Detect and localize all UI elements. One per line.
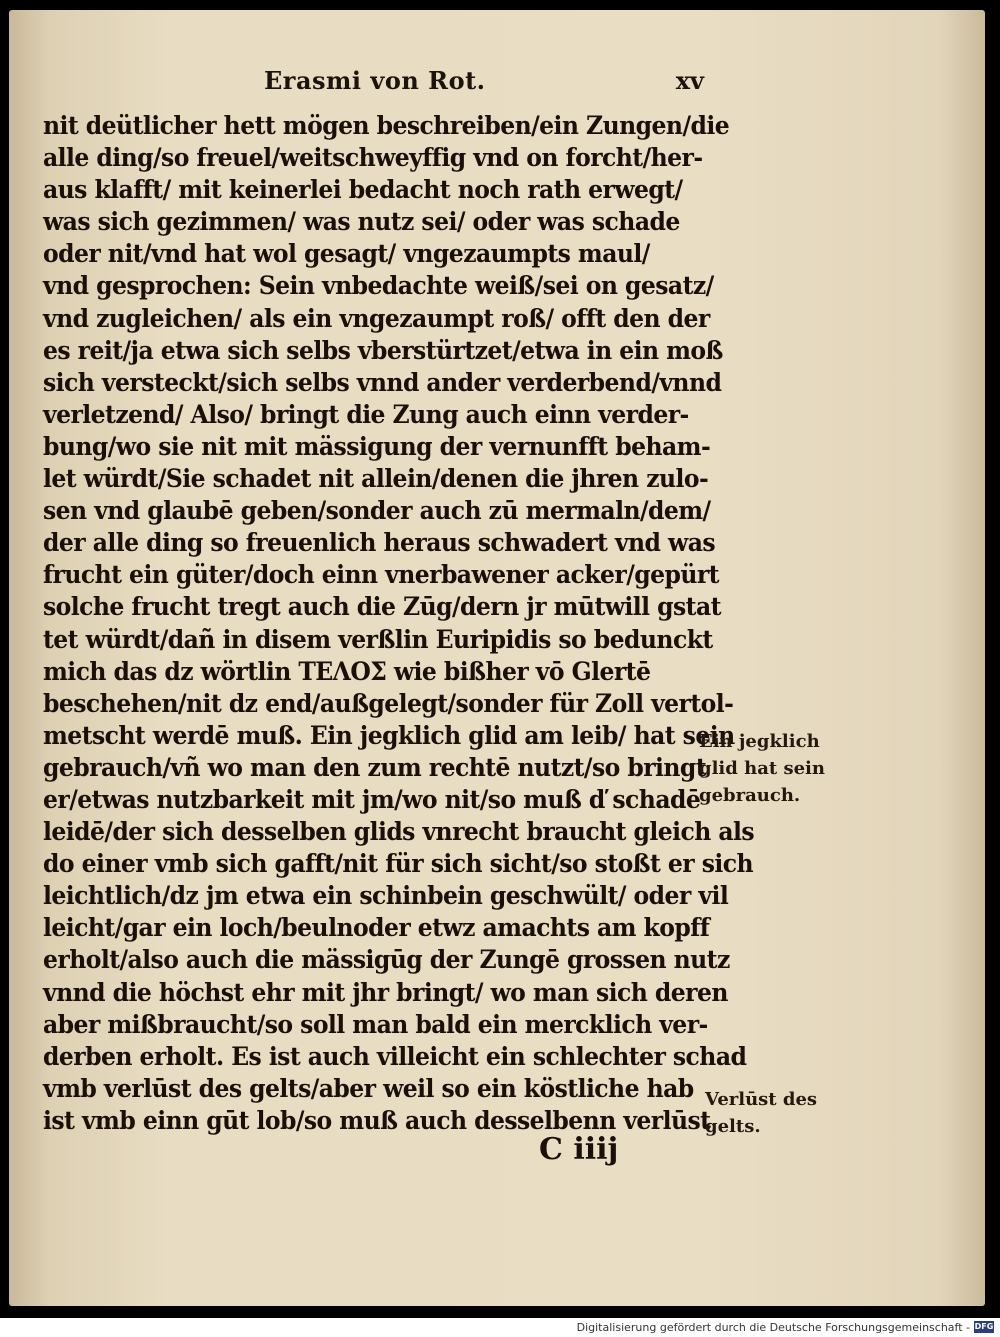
text-line: leichtlich/dz jm etwa ein schinbein geschwült/ oder vil <box>43 881 729 911</box>
marginal-note <box>699 728 839 809</box>
marginal-note-line: Ein jegklich <box>699 731 820 752</box>
digitization-footer <box>0 1318 1000 1337</box>
text-line: aus klafft/ mit keinerlei bedacht noch rath erwegt/ <box>43 175 683 205</box>
marginal-note-line: glid hat sein <box>699 758 825 779</box>
text-line: gebrauch/vñ wo man den zum rechtē nutzt/so bringt <box>43 752 707 782</box>
text-line: bung/wo sie nit mit mässigung der vernunfft beham- <box>43 431 711 461</box>
text-line: vnnd die höchst ehr mit jhr bringt/ wo man sich deren <box>43 977 728 1007</box>
book-page <box>9 10 985 1306</box>
marginal-note-line: gelts. <box>705 1116 761 1137</box>
text-line: tet würdt/dañ in disem verßlin Euripidis so bedunckt <box>43 624 713 654</box>
text-line: vnd gesprochen: Sein vnbedachte weiß/sei on gesatz/ <box>43 271 714 301</box>
text-line: beschehen/nit dz end/außgelegt/sonder für Zoll vertol- <box>43 688 734 718</box>
text-line: solche frucht tregt auch die Zūg/dern jr mūtwill gstat <box>43 592 721 622</box>
text-line: leidē/der sich desselben glids vnrecht braucht gleich als <box>43 817 755 847</box>
text-line: mich das dz wörtlin ΤΕΛΟΣ wie bißher vō Glertē <box>43 656 651 686</box>
marginal-note-line: gebrauch. <box>699 785 801 806</box>
text-line: erholt/also auch die mässigūg der Zungē grossen nutz <box>43 945 730 975</box>
text-line: es reit/ja etwa sich selbs vberstürtzet/etwa in ein moß <box>43 335 723 365</box>
marginal-note <box>705 1086 845 1140</box>
marginal-note-line: Verlūst des <box>705 1089 818 1110</box>
page-header <box>264 60 704 100</box>
text-line: vmb verlūst des gelts/aber weil so ein köstliche hab <box>43 1073 694 1103</box>
text-line: der alle ding so freuenlich heraus schwadert vnd was <box>43 528 716 558</box>
text-line: vnd zugleichen/ als ein vngezaumpt roß/ offt den der <box>43 303 710 333</box>
text-line: ist vmb einn gūt lob/so muß auch desselbenn verlūst <box>43 1105 711 1135</box>
text-line: metscht werdē muß. Ein jegklich glid am leib/ hat sein <box>43 720 735 750</box>
text-line: nit deütlicher hett mögen beschreiben/ein Zungen/die <box>43 111 730 140</box>
folio-number: xv <box>675 66 704 95</box>
text-line: frucht ein güter/doch einn vnerbawener acker/gepürt <box>43 560 719 590</box>
funding-credit: Digitalisierung gefördert durch die Deutsche Forschungsgemeinschaft - <box>576 1321 970 1334</box>
text-line: verletzend/ Also/ bringt die Zung auch einn verder- <box>43 399 689 429</box>
dfg-logo-icon: DFG <box>974 1322 994 1331</box>
text-line: aber mißbraucht/so soll man bald ein mercklich ver- <box>43 1009 708 1039</box>
text-line: do einer vmb sich gafft/nit für sich sicht/so stoßt er sich <box>43 849 754 879</box>
text-line: sich versteckt/sich selbs vnnd ander verderbend/vnnd <box>43 367 722 397</box>
text-line: was sich gezimmen/ was nutz sei/ oder was schade <box>43 207 680 237</box>
text-line: alle ding/so freuel/weitschweyffig vnd on forcht/her- <box>43 143 703 173</box>
text-line: let würdt/Sie schadet nit allein/denen die jhren zulo- <box>43 464 709 494</box>
text-line: sen vnd glaubē geben/sonder auch zū mermaln/dem/ <box>43 496 711 526</box>
text-line: er/etwas nutzbarkeit mit jm/wo nit/so muß ď schadē <box>43 784 701 814</box>
text-line: oder nit/vnd hat wol gesagt/ vngezaumpts maul/ <box>43 239 650 269</box>
text-line: derben erholt. Es ist auch villeicht ein schlechter schad <box>43 1041 747 1071</box>
running-head: Erasmi von Rot. <box>264 66 486 95</box>
signature-mark: C iiij <box>539 1132 619 1167</box>
body-text <box>43 110 755 1137</box>
text-line: leicht/gar ein loch/beulnoder etwz amachts am kopff <box>43 913 710 943</box>
